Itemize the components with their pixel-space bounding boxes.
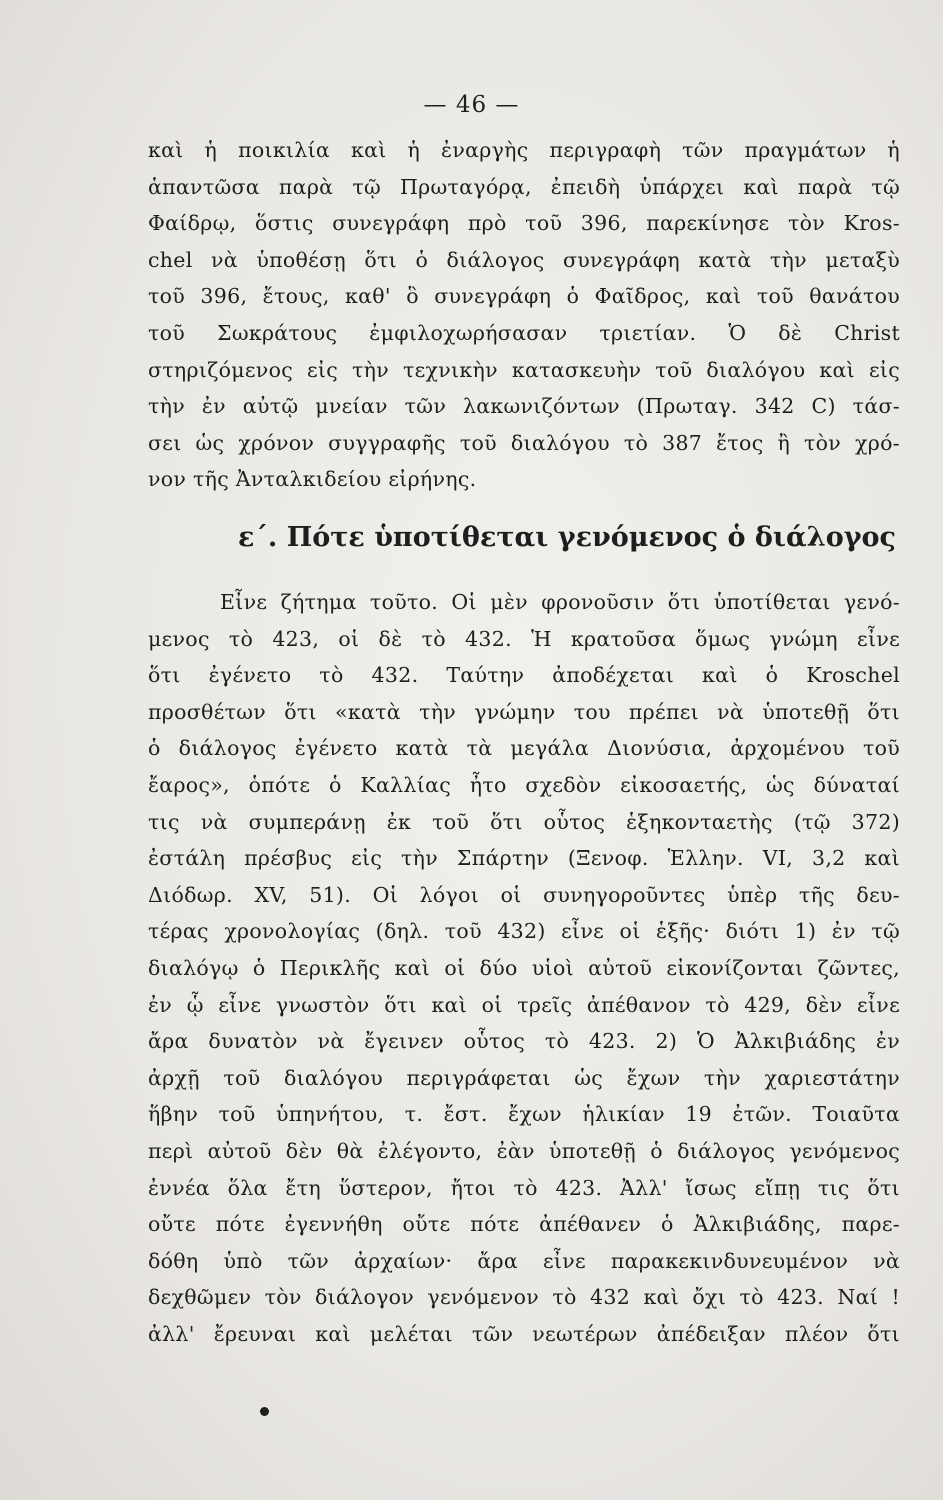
text-line: ὁ διάλογος ἐγένετο κατὰ τὰ μεγάλα Διονύσια, ἀρχομένου τοῦ xyxy=(148,736,900,761)
text-line: ἐννέα ὅλα ἔτη ὕστερον, ἤτοι τὸ 423. Ἀλλ' ἴσως εἴπῃ τις ὅτι xyxy=(148,1175,900,1200)
text-line: τις νὰ συμπεράνῃ ἐκ τοῦ ὅτι οὗτος ἑξηκονταετὴς (τῷ 372) xyxy=(148,809,900,834)
text-line: τέρας χρονολογίας (δηλ. τοῦ 432) εἶνε οἱ ἑξῆς· διότι 1) ἐν τῷ xyxy=(148,919,900,944)
text-line: Φαίδρῳ, ὅστις συνεγράφη πρὸ τοῦ 396, παρεκίνησε τὸν Kros- xyxy=(148,211,900,236)
text-line: Εἶνε ζήτημα τοῦτο. Οἱ μὲν φρονοῦσιν ὅτι ὑποτίθεται γενό- xyxy=(220,590,900,614)
text-line: τοῦ 396, ἔτους, καθ' ὃ συνεγράφη ὁ Φαῖδρος, καὶ τοῦ θανάτου xyxy=(148,284,900,309)
text-line: στηριζόμενος εἰς τὴν τεχνικὴν κατασκευὴν τοῦ διαλόγου καὶ εἰς xyxy=(148,357,900,382)
text-line: ἁπαντῶσα παρὰ τῷ Πρωταγόρᾳ, ἐπειδὴ ὑπάρχει καὶ παρὰ τῷ xyxy=(148,174,900,199)
text-line: διαλόγῳ ὁ Περικλῆς καὶ οἱ δύο υἱοὶ αὐτοῦ εἰκονίζονται ζῶντες, xyxy=(148,955,900,980)
ink-dot xyxy=(260,1407,269,1416)
text-line: ἐν ᾧ εἶνε γνωστὸν ὅτι καὶ οἱ τρεῖς ἀπέθανον τὸ 429, δὲν εἶνε xyxy=(148,992,900,1017)
text-line: ἐστάλη πρέσβυς εἰς τὴν Σπάρτην (Ξενοφ. Ἑλλην. VI, 3,2 καὶ xyxy=(148,846,900,871)
text-line: οὔτε πότε ἐγεννήθη οὔτε πότε ἀπέθανεν ὁ Ἀλκιβιάδης, παρε- xyxy=(148,1212,900,1237)
text-line: περὶ αὐτοῦ δὲν θὰ ἐλέγοντο, ἐὰν ὑποτεθῇ ὁ διάλογος γενόμενος xyxy=(148,1138,900,1163)
text-line: νον τῆς Ἀνταλκιδείου εἰρήνης. xyxy=(148,467,477,492)
paragraph-2 xyxy=(148,584,900,1352)
text-line: ἀρχῇ τοῦ διαλόγου περιγράφεται ὡς ἔχων τὴν χαριεστάτην xyxy=(148,1065,900,1090)
text-line: ἔαρος», ὁπότε ὁ Καλλίας ἦτο σχεδὸν εἰκοσαετής, ὡς δύναταί xyxy=(148,772,900,797)
text-line: ἥβην τοῦ ὑπηνήτου, τ. ἔστ. ἔχων ἡλικίαν 19 ἐτῶν. Τοιαῦτα xyxy=(148,1102,900,1127)
text-line: τὴν ἐν αὐτῷ μνείαν τῶν λακωνιζόντων (Πρωταγ. 342 C) τάσ- xyxy=(148,394,900,419)
text-line: δεχθῶμεν τὸν διάλογον γενόμενον τὸ 432 καὶ ὄχι τὸ 423. Ναί ! xyxy=(148,1285,900,1310)
text-line: καὶ ἡ ποικιλία καὶ ἡ ἐναργὴς περιγραφὴ τῶν πραγμάτων ἡ xyxy=(148,138,900,162)
text-line: Διόδωρ. XV, 51). Οἱ λόγοι οἱ συνηγοροῦντες ὑπὲρ τῆς δευ- xyxy=(148,882,900,907)
text-line: ἄρα δυνατὸν νὰ ἔγεινεν οὗτος τὸ 423. 2) Ὁ Ἀλκιβιάδης ἐν xyxy=(148,1029,900,1054)
text-line: σει ὡς χρόνον συγγραφῆς τοῦ διαλόγου τὸ 387 ἔτος ἢ τὸν χρό- xyxy=(148,430,900,455)
page-number: — 46 — xyxy=(423,92,520,118)
text-line: δόθη ὑπὸ τῶν ἀρχαίων· ἄρα εἶνε παρακεκινδυνευμένον νὰ xyxy=(148,1248,900,1273)
text-line: chel νὰ ὑποθέσῃ ὅτι ὁ διάλογος συνεγράφη κατὰ τὴν μεταξὺ xyxy=(148,247,900,272)
text-line: ἀλλ' ἔρευναι καὶ μελέται τῶν νεωτέρων ἀπέδειξαν πλέον ὅτι xyxy=(148,1321,900,1346)
text-line: τοῦ Σωκράτους ἐμφιλοχωρήσασαν τριετίαν. Ὁ δὲ Christ xyxy=(148,320,900,345)
paragraph-1 xyxy=(148,132,900,498)
text-line: προσθέτων ὅτι «κατὰ τὴν γνώμην του πρέπει νὰ ὑποτεθῇ ὅτι xyxy=(148,699,900,724)
section-heading: ε΄. Πότε ὑποτίθεται γενόμενος ὁ διάλογος xyxy=(238,522,896,553)
text-line: μενος τὸ 423, οἱ δὲ τὸ 432. Ἡ κρατοῦσα ὅμως γνώμη εἶνε xyxy=(148,626,900,651)
text-line: ὅτι ἐγένετο τὸ 432. Ταύτην ἀποδέχεται καὶ ὁ Kroschel xyxy=(148,663,900,688)
